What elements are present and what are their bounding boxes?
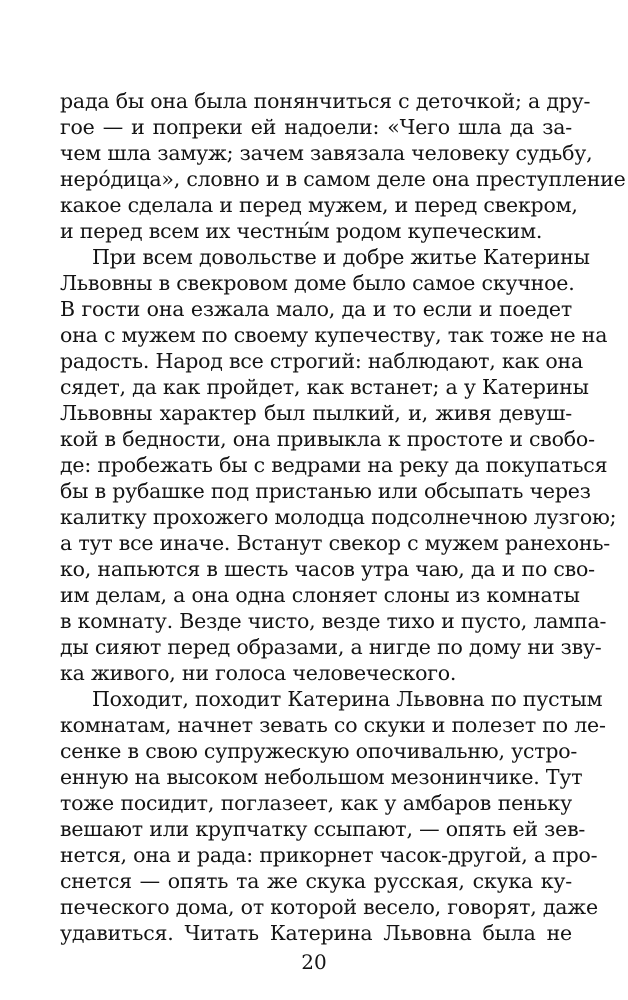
paragraph — [60, 244, 617, 686]
text-line: Походит, походит Катерина Львовна по пустым — [92, 687, 603, 711]
text-line: снется — опять та же скука русская, скука ку- — [60, 869, 572, 893]
text-line: печеского дома, от которой весело, говорят, даже — [60, 895, 598, 919]
text-line: де: пробежать бы с ведрами на реку да покупаться — [60, 453, 608, 477]
text-line: ко, напьются в шесть часов утра чаю, да и по сво- — [60, 557, 595, 581]
text-line: им делам, а она одна слоняет слоны из комнаты — [60, 583, 580, 607]
text-line: комнатам, начнет зевать со скуки и полезет по ле- — [60, 713, 606, 737]
text-line: В гости она езжала мало, да и то если и поедет — [60, 297, 572, 321]
text-line: чем шла замуж; зачем завязала человеку судьбу, — [60, 141, 593, 165]
text-line: бы в рубашке под пристанью или обсыпать через — [60, 479, 591, 503]
text-line: удавиться. Читать Катерина Львовна была не — [60, 921, 572, 945]
text-line: какое сделала и перед мужем, и перед свекром, — [60, 193, 578, 217]
text-line: нется, она и рада: прикорнет часок-другой, а про- — [60, 843, 598, 867]
text-line: ка живого, ни голоса человеческого. — [60, 661, 457, 685]
text-line: кой в бедности, она привыкла к простоте и свобо- — [60, 427, 595, 451]
text-line: ды сияют перед образами, а нигде по дому ни зву- — [60, 635, 602, 659]
text-line: Львовны характер был пылкий, и, живя девуш- — [60, 401, 572, 425]
text-line: вешают или крупчатку ссыпают, — опять ей зев- — [60, 817, 586, 841]
text-line: неро́дица», словно и в самом деле она преступление — [60, 167, 626, 191]
text-line: Львовны в свекровом доме было самое скучное. — [60, 271, 575, 295]
text-line: и перед всем их честны́м родом купеческим. — [60, 219, 543, 243]
text-line: тоже посидит, поглазеет, как у амбаров пеньку — [60, 791, 572, 815]
text-line: сядет, да как пройдет, как встанет; а у Катерины — [60, 375, 589, 399]
text-line: она с мужем по своему купечеству, так тоже не на — [60, 323, 608, 347]
paragraph — [60, 88, 626, 244]
text-line: а тут все иначе. Встанут свекор с мужем ранехонь- — [60, 531, 611, 555]
text-line: рада бы она была понянчиться с деточкой; а дру- — [60, 89, 591, 113]
paragraph — [60, 686, 606, 946]
text-line: сенке в свою супружескую опочивальню, устро- — [60, 739, 578, 763]
text-line: гое — и попреки ей надоели: «Чего шла да за- — [60, 115, 572, 139]
text-line: калитку прохожего молодца подсолнечною лузгою; — [60, 505, 617, 529]
body-text — [60, 88, 626, 946]
page-number: 20 — [301, 950, 327, 974]
text-line: радость. Народ все строгий: наблюдают, как она — [60, 349, 584, 373]
text-line: При всем довольстве и добре житье Катерины — [92, 245, 590, 269]
text-line: енную на высоком небольшом мезонинчике. Тут — [60, 765, 583, 789]
text-line: в комнату. Везде чисто, везде тихо и пусто, лампа- — [60, 609, 607, 633]
